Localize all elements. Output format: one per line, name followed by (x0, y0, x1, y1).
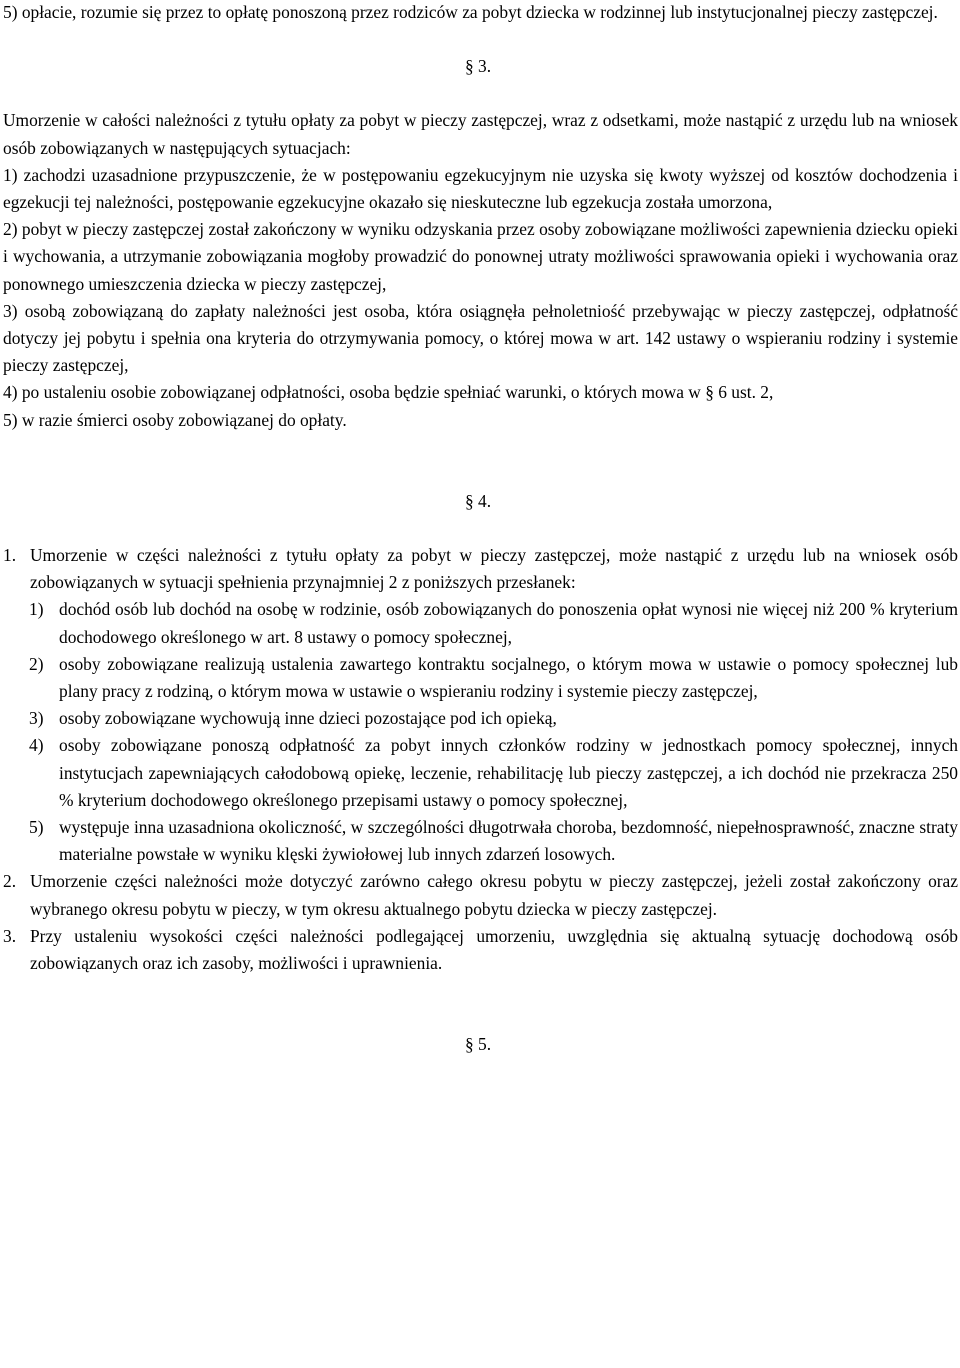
section-3-item-1: 1) zachodzi uzasadnione przypuszczenie, że w postępowaniu egzekucyjnym nie uzyska się kwoty wyższej od kosztów dochodzenia i egzekucji tej należności, postępowanie egzekucyjne okazało się nieskuteczne lub egzekucja została umorzona, (3, 164, 958, 213)
section-4-point-1 (3, 542, 958, 596)
subitem-text: dochód osób lub dochód na osobę w rodzinie, osób zobowiązanych do ponoszenia opłat wynosi nie więcej niż 200 % kryterium dochodowego określonego w art. 8 ustawy o pomocy społecznej, (59, 599, 958, 647)
section-4-point-2 (3, 868, 958, 922)
section-4-heading: § 4. (465, 490, 492, 511)
section-4-subitem-4 (3, 732, 958, 814)
point-text: Przy ustaleniu wysokości części należności podlegającej umorzeniu, uwzględnia się aktualną sytuację dochodową osób zobowiązanych oraz ich zasoby, możliwości i uprawnienia. (30, 925, 958, 974)
section-4-subitem-3 (3, 705, 958, 732)
document-page (3, 0, 958, 1059)
section-3-item-4: 4) po ustaleniu osobie zobowiązanej odpłatności, osoba będzie spełniać warunki, o których mowa w § 6 ust. 2, (3, 382, 774, 403)
point-text: Umorzenie części należności może dotyczyć zarówno całego okresu pobytu w pieczy zastępczej, jeżeli został zakończony oraz wybranego okresu pobytu w pieczy, w tym okresu aktualnego pobytu dziecka w pieczy zastępczej. (30, 871, 958, 919)
section-3-item-3: 3) osobą zobowiązaną do zapłaty należności jest osoba, która osiągnęła pełnoletniość przebywając w pieczy zastępczej, odpłatność dotyczy jej pobytu i spełnia ona kryteria do otrzymywania pomocy, o której mowa w art. 142 ustawy o wspieraniu rodziny i systemie pieczy zastępczej, (3, 300, 958, 376)
subitem-number: 4) (29, 735, 44, 756)
section-5-heading: § 5. (465, 1034, 492, 1055)
section-4-point-3 (3, 923, 958, 977)
point-text: Umorzenie w części należności z tytułu opłaty za pobyt w pieczy zastępczej, może nastąpić z urzędu lub na wniosek osób zobowiązanych w sytuacji spełnienia przynajmniej 2 z poniższych przesłanek: (30, 545, 958, 593)
point-number: 1. (3, 545, 17, 566)
subitem-text: osoby zobowiązane wychowują inne dzieci pozostające pod ich opieką, (59, 708, 557, 729)
point-number: 2. (3, 871, 17, 892)
section-3-item-5: 5) w razie śmierci osoby zobowiązanej do opłaty. (3, 409, 347, 430)
subitem-number: 5) (29, 817, 44, 838)
point-number: 3. (3, 925, 17, 946)
subitem-text: występuje inna uzasadniona okoliczność, w szczególności długotrwała choroba, bezdomność, niepełnosprawność, znaczne straty materialne powstałe w wyniku klęski żywiołowej lub innych zdarzeń losowych. (59, 817, 958, 865)
section-4-subitem-1 (3, 596, 958, 650)
section-3-intro: Umorzenie w całości należności z tytułu opłaty za pobyt w pieczy zastępczej, wraz z odsetkami, może nastąpić z urzędu lub na wniosek osób zobowiązanych w następujących sytuacjach: (3, 110, 958, 158)
section-4-subitem-2 (3, 651, 958, 705)
paragraph-5-opłacie: 5) opłacie, rozumie się przez to opłatę ponoszoną przez rodziców za pobyt dziecka w rodzinnej lub instytucjonalnej pieczy zastępczej. (3, 2, 938, 22)
subitem-text: osoby zobowiązane realizują ustalenia zawartego kontraktu socjalnego, o którym mowa w ustawie o pomocy społecznej lub plany pracy z rodziną, o którym mowa w ustawie o wspieraniu rodziny i systemie pieczy zastępczej, (59, 653, 958, 702)
section-3-item-2: 2) pobyt w pieczy zastępczej został zakończony w wyniku odzyskania przez osoby zobowiązane możliwości zapewnienia dziecku opieki i wychowania, a utrzymanie zobowiązania mogłoby prowadzić do ponownej utraty możliwości sprawowania opieki i wychowania oraz ponownego umieszczenia dziecka w pieczy zastępczej, (3, 219, 958, 294)
subitem-number: 3) (29, 708, 44, 729)
subitem-text: osoby zobowiązane ponoszą odpłatność za pobyt innych członków rodziny w jednostkach pomocy społecznej, innych instytucjach zapewniających całodobową opiekę, leczenie, rehabilitację lub pieczy zastępczej, a ich dochód nie przekracza 250 % kryterium dochodowego określonego przepisami ustawy o pomocy społecznej, (59, 735, 958, 810)
subitem-number: 1) (29, 599, 44, 620)
section-4-subitem-5 (3, 814, 958, 868)
subitem-number: 2) (29, 653, 44, 674)
section-3-heading: § 3. (465, 56, 492, 77)
